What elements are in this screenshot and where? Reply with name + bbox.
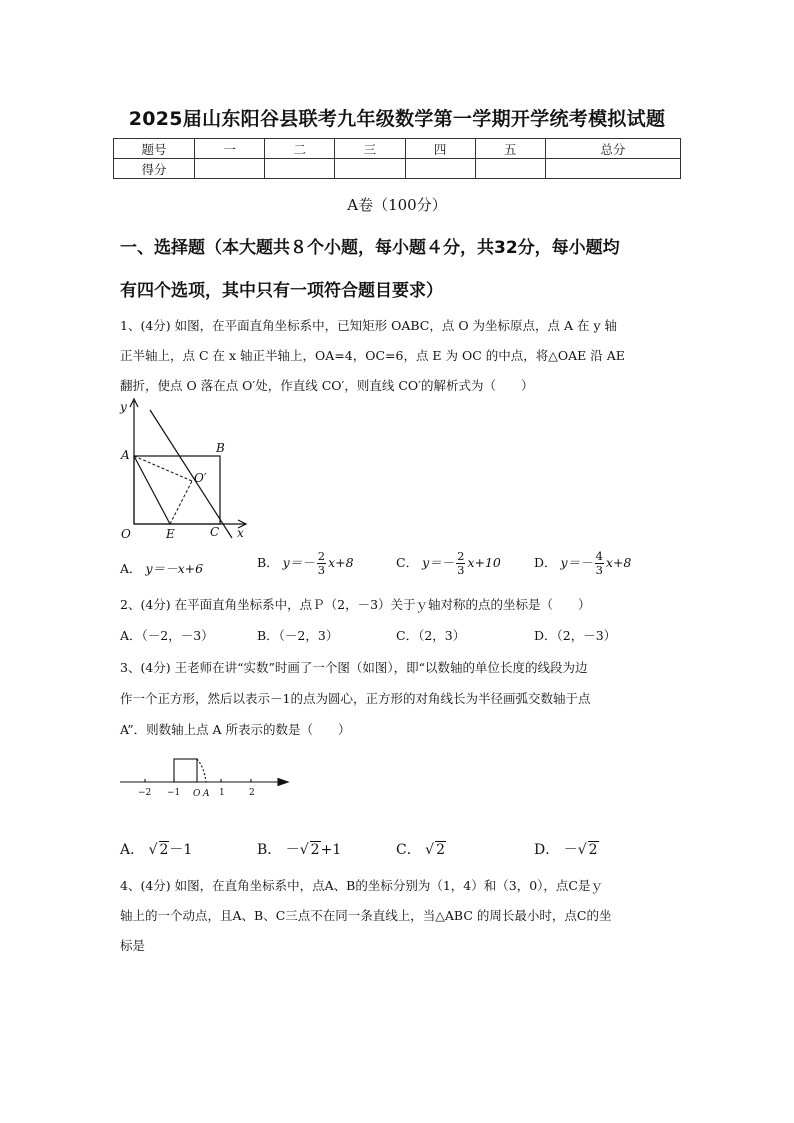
q3-line-2: 作一个正方形，然后以表示－1的点为圆心，正方形的对角线长为半径画弧交数轴于点 xyxy=(120,691,591,706)
arc xyxy=(197,759,206,782)
table-cell: 二 xyxy=(265,139,335,159)
q3-line-3: A”．则数轴上点 A 所表示的数是（ ） xyxy=(120,722,351,737)
table-cell: 总分 xyxy=(545,139,680,159)
label-o: O xyxy=(193,789,201,799)
q1-line-1: 1、(4分) 如图，在平面直角坐标系中，已知矩形 OABC，点 O 为坐标原点，点 A 在 y 轴 xyxy=(120,318,618,333)
q3-option-a[interactable]: A． √ 2－1 xyxy=(120,842,193,858)
table-cell-empty xyxy=(545,159,680,179)
q1-line-2: 正半轴上，点 C 在 x 轴正半轴上，OA=4，OC=6，点 E 为 OC 的中点，将△OAE 沿 AE xyxy=(120,348,625,363)
label-b: B xyxy=(216,441,225,455)
score-table-score-row xyxy=(114,159,681,179)
q1-option-b[interactable]: B． y＝－ $\frac{2}{3}$ x+8 xyxy=(257,549,354,577)
segment-a-oprime xyxy=(134,456,192,481)
table-cell-empty xyxy=(195,159,265,179)
q1-line-3: 翻折，使点 O 落在点 O′处，作直线 CO′，则直线 CO′的解析式为（ ） xyxy=(120,378,534,393)
rectangle-oabc xyxy=(134,456,220,524)
table-cell: 题号 xyxy=(114,139,195,159)
label-o-prime: O′ xyxy=(194,471,207,485)
label-e: E xyxy=(166,527,175,541)
score-table-header-row xyxy=(114,139,681,159)
q3-number-line-figure xyxy=(118,752,290,802)
q3-option-d[interactable]: D． －√ 2 xyxy=(534,842,598,858)
q2-option-a[interactable]: A．（－2，－3） xyxy=(120,628,214,643)
section-1-line-1: 一、选择题（本大题共８个小题，每小题４分，共32分，每小题均 xyxy=(120,238,620,258)
table-cell: 三 xyxy=(335,139,405,159)
score-table xyxy=(113,138,681,179)
q3-option-b[interactable]: B． －√ 2+1 xyxy=(257,842,342,858)
table-cell-empty xyxy=(475,159,545,179)
q4-line-3: 标是 xyxy=(120,938,146,953)
q1-option-c[interactable]: C． y＝－ $\frac{2}{3}$ x+10 xyxy=(396,549,501,577)
q3-line-1: 3、(4分) 王老师在讲“实数”时画了一个图（如图），即“以数轴的单位长度的线段为边 xyxy=(120,660,588,675)
q1-figure xyxy=(112,395,252,545)
fraction: $\frac{2}{3}$ xyxy=(317,549,326,577)
tick-label: 2 xyxy=(249,788,255,798)
label-x: x xyxy=(237,526,244,540)
label-y: y xyxy=(120,400,127,414)
tick-label: −1 xyxy=(167,788,181,798)
q2-option-d[interactable]: D．（2，－3） xyxy=(534,628,617,643)
label-a: A xyxy=(121,448,130,462)
segment-e-oprime xyxy=(170,481,192,524)
tick-label: 1 xyxy=(219,788,225,798)
tick-label: −2 xyxy=(138,788,152,798)
section-a-heading: A卷（100分） xyxy=(347,196,447,214)
q4-line-1: 4、(4分) 如图，在直角坐标系中，点A、B的坐标分别为（1，4）和（3，0），点C是ｙ xyxy=(120,878,603,893)
table-cell-empty xyxy=(335,159,405,179)
label-o: O xyxy=(121,527,131,541)
number-line-arrow xyxy=(278,779,288,786)
q2-option-b[interactable]: B．（－2，3） xyxy=(257,628,339,643)
label-a: A xyxy=(203,789,210,799)
q3-option-c[interactable]: C． √ 2 xyxy=(396,842,446,858)
fraction: $\frac{4}{3}$ xyxy=(595,549,603,577)
label-c: C xyxy=(210,525,220,539)
q1-option-d[interactable]: D． y＝－ $\frac{4}{3}$ x+8 xyxy=(534,549,632,577)
table-cell: 一 xyxy=(195,139,265,159)
page-title: 2025届山东阳谷县联考九年级数学第一学期开学统考模拟试题 xyxy=(128,108,666,130)
q1-option-a[interactable]: A． y＝－x+6 xyxy=(120,561,204,576)
table-cell: 得分 xyxy=(114,159,195,179)
q2-option-c[interactable]: C．（2，3） xyxy=(396,628,466,643)
fraction: $\frac{2}{3}$ xyxy=(457,549,465,577)
q4-line-2: 轴上的一个动点，且A、B、C三点不在同一条直线上，当△ABC 的周长最小时，点C的坐 xyxy=(120,908,612,923)
line-ae xyxy=(134,456,170,524)
q2-line-1: 2、(4分) 在平面直角坐标系中，点Ｐ（2，－3）关于ｙ轴对称的点的坐标是（ ） xyxy=(120,597,591,612)
unit-square xyxy=(174,759,197,782)
table-cell-empty xyxy=(405,159,475,179)
table-cell: 四 xyxy=(405,139,475,159)
section-1-line-2: 有四个选项，其中只有一项符合题目要求） xyxy=(120,281,443,301)
table-cell-empty xyxy=(265,159,335,179)
table-cell: 五 xyxy=(475,139,545,159)
